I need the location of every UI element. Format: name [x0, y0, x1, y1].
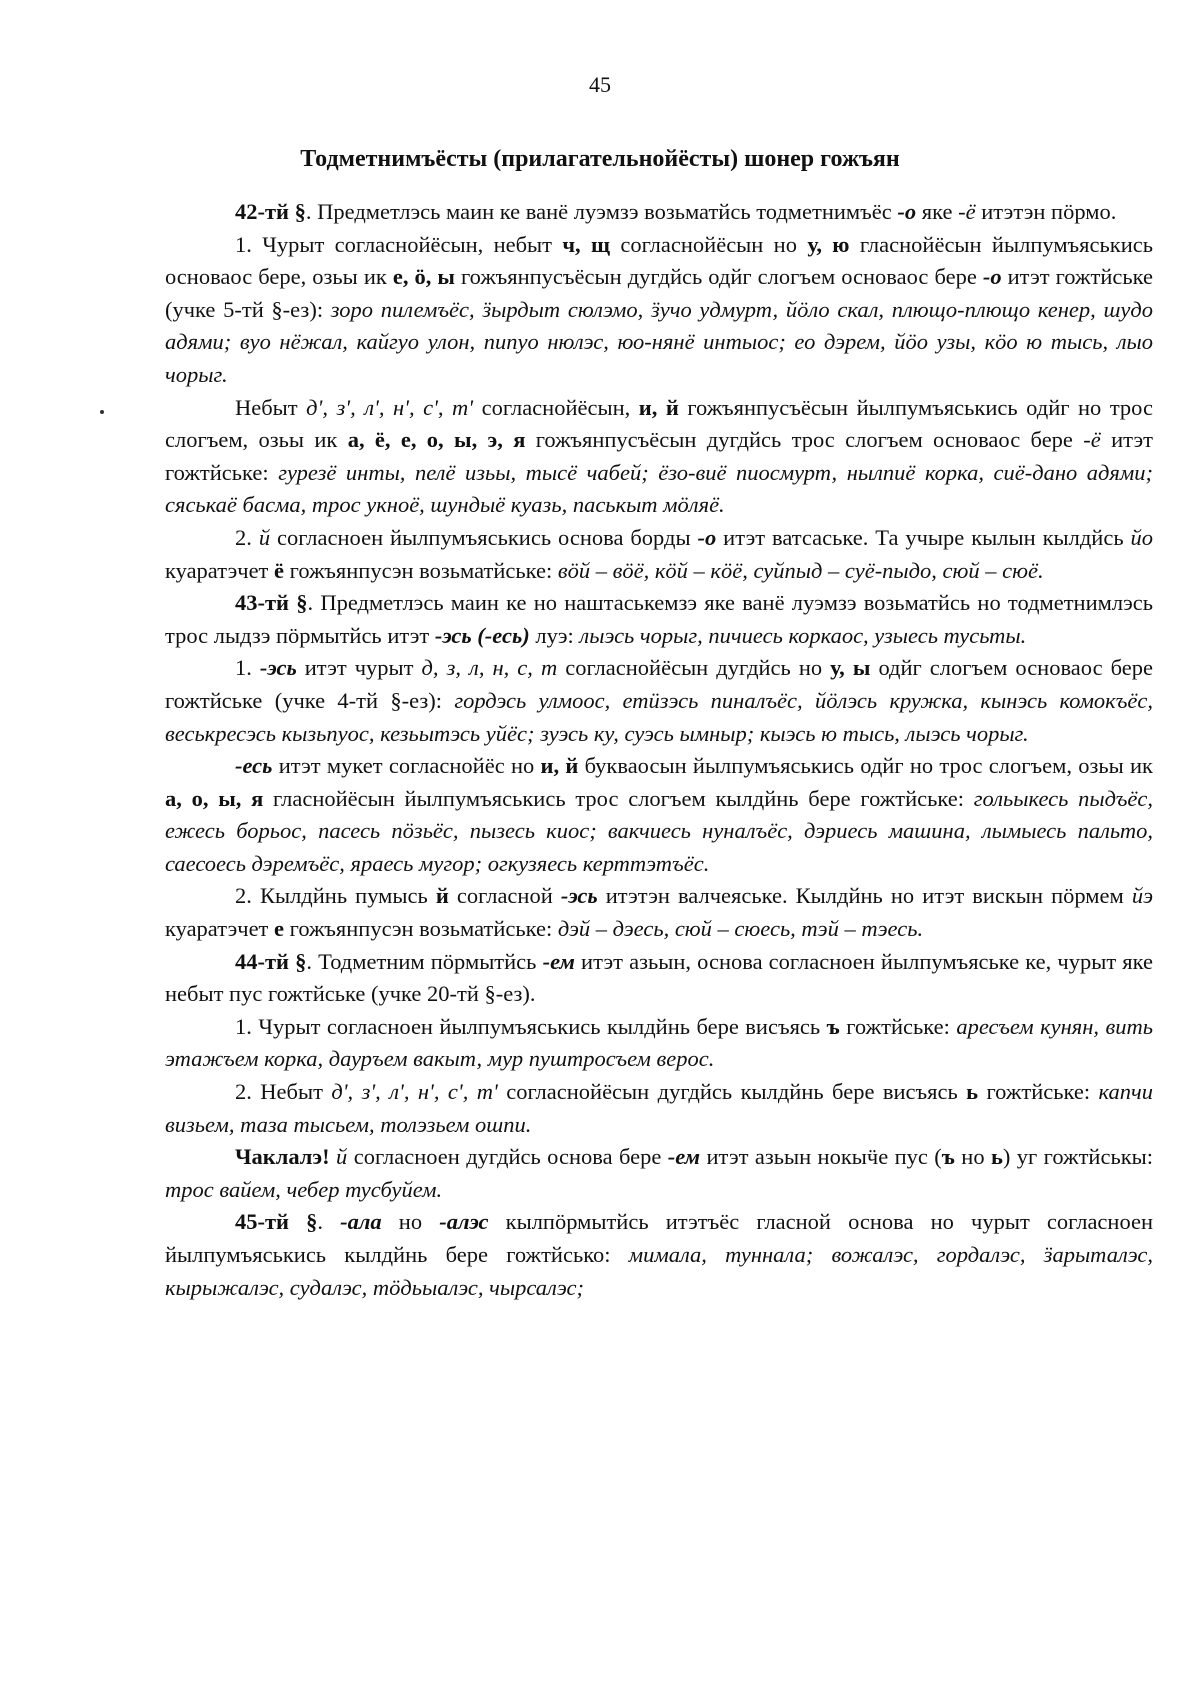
text-run: Чаклалэ!: [235, 1144, 330, 1170]
text-run: . Предметлэсь маин ке но наштаськемзэ яке ванё луэмзэ возьматйсь но тодметнимлэсь трос лыдзэ пöрмытйсь итэт: [165, 590, 1153, 648]
text-run: 43-тй §: [235, 590, 308, 616]
text-run: ч, щ: [562, 231, 611, 257]
text-run: но: [381, 1209, 440, 1235]
text-run: 42-тй §: [235, 199, 306, 224]
text-run: мимала, туннала; вожалэс, гордалэс, ӟарыталэс, кырыжалэс, судалэс, тöдьыалэс, чырсалэс;: [165, 1242, 1154, 1300]
paragraph: [165, 196, 1153, 229]
text-run: гордэсь улмоос, етӥзэсь пиналъёс, йöлэсь кружка, кынэсь комокъёс, веськресэсь кызьпуос, кезьытэсь уйёс; зуэсь ку, суэсь ымныр; кыэсь ю тысь, лыэсь чорыг.: [165, 687, 1153, 746]
text-run: гласнойёсын йылпумъяськись трос слогъем кылдйнь бере гожтйське:: [263, 785, 974, 811]
text-run: д', з', л', н', с', т': [306, 394, 474, 420]
text-run: ь: [991, 1144, 1003, 1170]
paragraph: [165, 392, 1153, 522]
text-run: трос вайем, чебер тусбуйем.: [165, 1176, 443, 1202]
text-run: согласноен йылпумъяськись основа борды: [270, 524, 698, 550]
text-run: -о: [897, 199, 917, 224]
text-run: и, й: [540, 753, 579, 779]
text-run: -алэс: [439, 1209, 489, 1235]
text-run: и, й: [638, 394, 679, 420]
text-run: гурезё инты, пелё изьы, тысё чабей; ёзо-виё пиосмурт, нылпиё корка, сиё-дано адями; сяськаё басма, трос укноё, шундыё куазь, паськыт мöляё.: [165, 459, 1153, 518]
text-run: итэтэн пöрмо.: [975, 199, 1117, 224]
text-run: гласнойёсын йылпумъяськись основаос бере, озьы ик: [165, 231, 1154, 290]
stray-dot-mark: [100, 410, 104, 414]
text-run: лыэсь чорыг, пичиесь коркаос, узыесь тусьты.: [579, 622, 1027, 648]
text-run: гожъянпусэн возьматйське:: [284, 916, 558, 942]
paragraph: [165, 946, 1153, 1011]
text-run: е, ö, ы: [392, 264, 455, 290]
text-run: Небыт: [235, 394, 307, 420]
text-run: -ем: [542, 948, 575, 974]
text-run: й: [258, 524, 271, 550]
text-run: 1. Чурыт согласноен йылпумъяськись кылдйнь бере висъясь: [235, 1013, 827, 1039]
text-run: йэ: [1131, 883, 1153, 909]
text-run: гольыкесь пыдъёс, ежесь борьос, пасесь пöзьёс, пызесь киос; вакчиесь нуналъёс, дэриесь машина, лымыесь пальто, саесоесь дэремъёс, яраесь мугор; огкузяесь керттэтъёс.: [165, 785, 1153, 876]
text-run: согласнойёсын дугдйсь кылдйнь бере висъясь: [497, 1079, 967, 1105]
text-run: -ё: [958, 199, 976, 224]
text-run: капчи визьем, таза тысьем, толэзьем ошпи.: [165, 1079, 1153, 1137]
text-run: йо: [1130, 524, 1154, 550]
text-run: согласной: [448, 883, 561, 909]
section-heading: Тодметнимъёсты (прилагательнойёсты) шонер гожъян: [300, 146, 900, 172]
text-run: -ала: [340, 1209, 382, 1235]
text-run: итэт азьын нокыӵе пус (: [700, 1144, 942, 1170]
text-run: -эсь: [259, 655, 297, 681]
text-run: .: [317, 1209, 341, 1235]
text-run: итэт мукет согласнойёс но: [272, 753, 541, 779]
text-run: согласнойёсын дугдйсь но: [557, 655, 831, 681]
text-run: д', з', л', н', с', т': [331, 1079, 498, 1105]
text-run: -ё: [1083, 427, 1101, 453]
text-run: одйг слогъем основаос бере гожтйське (учке 4-тй §-ез):: [165, 655, 1153, 713]
text-run: . Тодметним пöрмытйсь: [306, 948, 543, 974]
paragraph: [165, 750, 1153, 880]
text-run: 2. Кылдйнь пумысь: [235, 883, 436, 909]
paragraph: [165, 1076, 1153, 1141]
text-run: ъ: [941, 1144, 955, 1170]
text-run: у, ю: [807, 231, 850, 257]
text-run: -ем: [667, 1144, 701, 1170]
text-run: согласнойёсын,: [473, 394, 639, 420]
page-number: 45: [589, 72, 611, 97]
text-run: 44-тй §: [235, 948, 307, 974]
text-run: -эсь (-есь): [434, 622, 530, 648]
text-run: 45-тй §: [235, 1209, 318, 1235]
paragraph: [165, 1141, 1153, 1206]
text-run: аресъем кунян, вить этажъем корка, дауръем вакыт, мур пуштросъем верос.: [165, 1013, 1153, 1072]
paragraph: [165, 1011, 1153, 1076]
text-run: дэй – дэесь, сюй – сюесь, тэй – тэесь.: [557, 916, 924, 942]
text-run: кылпöрмытйсь итэтъёс гласной основа но чурыт согласноен йылпумъяськись кылдйнь бере гожтйсько:: [165, 1209, 1154, 1267]
text-run: куаратэчет: [165, 557, 275, 583]
text-run: е: [274, 916, 285, 942]
paragraph: [165, 880, 1153, 945]
text-run: ё: [274, 557, 285, 583]
paragraph: [165, 229, 1153, 392]
text-run: итэт чурыт: [296, 655, 422, 681]
text-run: итэт гожтйське (учке 5-тй §-ез):: [165, 264, 1153, 322]
text-run: зоро пилемъёс, ӟырдыт сюлэмо, ӟучо удмурт, йöло скал, плющо-плющо кенер, шудо адями; вуо нёжал, кайгуо улон, пипуо нюлэс, юо-нянё интыос; ео дэрем, йöо узы, кöо ю тысь, лыо чорыг.: [165, 296, 1153, 387]
text-run: -о: [697, 524, 717, 550]
text-run: а, ё, е, о, ы, э, я: [347, 427, 526, 453]
text-run: гожтйське:: [839, 1013, 957, 1039]
text-run: яке: [916, 199, 959, 224]
text-run: вöй – вöё, кöй – кöё, суйпыд – суё-пыдо, сюй – сюё.: [557, 557, 1044, 583]
text-run: гожъянпусъёсын дугдйсь трос слогъем основаос бере: [525, 427, 1084, 453]
text-run: д, з, л, н, с, т: [421, 655, 558, 681]
paragraph: [165, 522, 1153, 587]
text-run: согласноен дугдйсь основа бере: [347, 1144, 668, 1170]
text-run: 1. Чурыт согласнойёсын, небыт: [235, 231, 563, 257]
text-run: а, о, ы, я: [165, 785, 264, 811]
text-run: 2. Небыт: [235, 1079, 332, 1105]
text-run: 2.: [235, 524, 259, 550]
paragraph: [165, 652, 1153, 750]
text-run: гожъянпусэн возьматйське:: [284, 557, 558, 583]
text-run: согласнойёсын но: [610, 231, 808, 257]
text-run: луэ:: [529, 622, 580, 648]
text-run: ъ: [826, 1013, 840, 1039]
text-run: . Предметлэсь маин ке ванё луэмзэ возьматйсь тодметнимъёс: [305, 199, 898, 224]
text-run: ) уг гожтйськы:: [1002, 1144, 1154, 1170]
text-run: -есь: [235, 753, 273, 779]
text-run: 1.: [235, 655, 260, 681]
text-run: й: [435, 883, 449, 909]
text-run: итэт ватсаське. Та учыре кылын кылдйсь: [716, 524, 1131, 550]
body-text: [165, 196, 1153, 1304]
text-run: итэтэн валчеяське. Кылдйнь но итэт вискын пöрмем: [597, 883, 1132, 909]
paragraph: [165, 587, 1153, 652]
text-run: й: [336, 1144, 348, 1170]
paragraph: [165, 1206, 1153, 1304]
text-run: гожъянпусъёсын дугдйсь одйг слогъем основаос бере: [454, 264, 983, 290]
text-run: гожъянпусъёсын йылпумъяськись одйг но трос слогъем, озьы ик: [165, 394, 1153, 453]
text-run: букваосын йылпумъяськись одйг но трос слогъем, озьы ик: [578, 753, 1153, 779]
text-run: у, ы: [830, 655, 871, 681]
text-run: куаратэчет: [165, 916, 275, 942]
text-run: гожтйське:: [978, 1079, 1099, 1105]
text-run: -о: [982, 264, 1002, 290]
text-run: но: [954, 1144, 991, 1170]
text-run: -эсь: [560, 883, 598, 909]
text-run: итэт гожтйське:: [165, 427, 1154, 485]
text-run: итэт азьын, основа согласноен йылпумъяське ке, чурыт яке небыт пус гожтйське (учке 20-тй §-ез).: [165, 948, 1153, 1007]
text-run: ь: [966, 1079, 979, 1105]
